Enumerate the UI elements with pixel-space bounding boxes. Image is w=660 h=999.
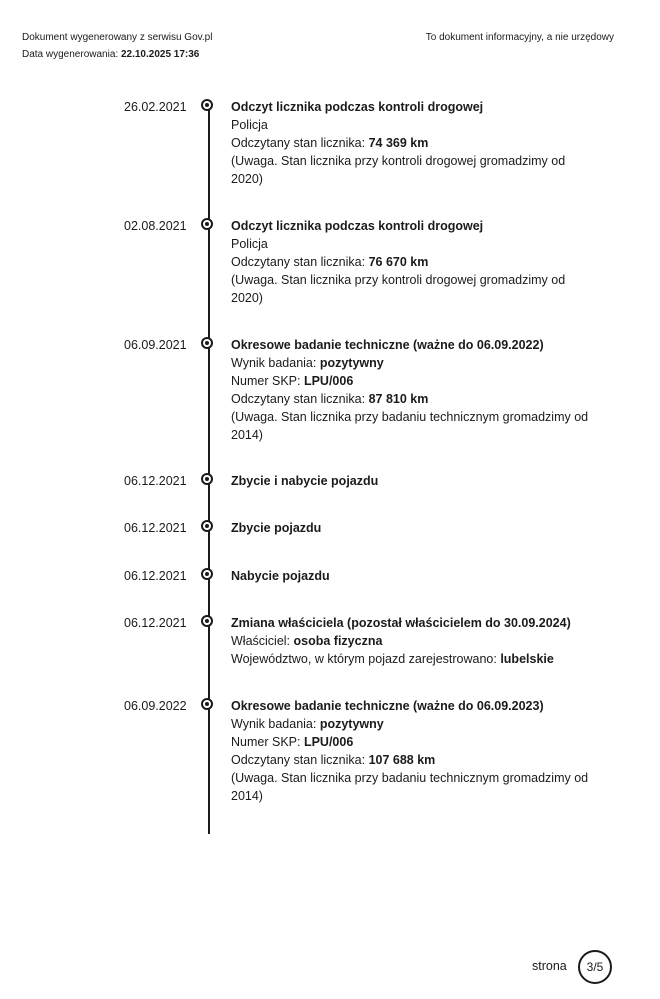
detail-value: 76 670 km (368, 255, 429, 269)
timeline-dot-icon (201, 337, 213, 349)
detail-label: Numer SKP: (231, 735, 304, 749)
entry-detail-line: (Uwaga. Stan licznika przy kontroli drogowej gromadzimy od 2020) (231, 154, 566, 186)
entry-date: 06.09.2022 (124, 699, 187, 713)
detail-value: lubelskie (500, 652, 554, 666)
entry-detail-line: Policja (231, 118, 268, 132)
page-number-badge: 3/5 (578, 950, 612, 984)
entry-detail-line: Policja (231, 237, 268, 251)
entry-detail-line (231, 733, 591, 751)
detail-label: Województwo, w którym pojazd zarejestrowano: (231, 652, 501, 666)
entry-date: 02.08.2021 (124, 219, 187, 233)
detail-label: Wynik badania: (231, 356, 320, 370)
detail-label: Odczytany stan licznika: (231, 136, 369, 150)
entry-date: 06.12.2021 (124, 474, 187, 488)
generated-from-text: Dokument wygenerowany z serwisu Gov.pl (22, 32, 213, 43)
entry-detail-line (231, 134, 591, 152)
timeline-dot-icon (201, 698, 213, 710)
entry-title: Odczyt licznika podczas kontroli drogowej (231, 100, 484, 114)
entry-title: Nabycie pojazdu (231, 569, 330, 583)
entry-title: Zbycie i nabycie pojazdu (231, 474, 379, 488)
entry-content (231, 697, 591, 805)
detail-label: Odczytany stan licznika: (231, 392, 369, 406)
entry-title: Okresowe badanie techniczne (ważne do 06.09.2022) (231, 338, 544, 352)
entry-detail-line: (Uwaga. Stan licznika przy badaniu technicznym gromadzimy od 2014) (231, 771, 589, 803)
detail-value: pozytywny (319, 356, 384, 370)
entry-title: Okresowe badanie techniczne (ważne do 06.09.2023) (231, 699, 544, 713)
entry-detail-line: (Uwaga. Stan licznika przy badaniu technicznym gromadzimy od 2014) (231, 410, 589, 442)
entry-detail-line (231, 354, 591, 372)
entry-detail-line (231, 253, 591, 271)
detail-value: LPU/006 (303, 735, 354, 749)
detail-value: osoba fizyczna (293, 634, 383, 648)
detail-label: Odczytany stan licznika: (231, 753, 369, 767)
entry-content (231, 336, 591, 444)
entry-detail-line (231, 372, 591, 390)
entry-date: 06.12.2021 (124, 569, 187, 583)
entry-detail-line: (Uwaga. Stan licznika przy kontroli drogowej gromadzimy od 2020) (231, 273, 566, 305)
timeline-dot-icon (201, 218, 213, 230)
entry-title: Zmiana właściciela (pozostał właścicielem do 30.09.2024) (231, 616, 571, 630)
entry-title: Zbycie pojazdu (231, 521, 322, 535)
entry-date: 26.02.2021 (124, 100, 187, 114)
entry-content (231, 567, 591, 585)
entry-detail-line (231, 650, 591, 668)
entry-date: 06.09.2021 (124, 338, 187, 352)
entry-date: 06.12.2021 (124, 521, 187, 535)
timeline-dot-icon (201, 473, 213, 485)
detail-label: Odczytany stan licznika: (231, 255, 369, 269)
detail-label: Numer SKP: (231, 374, 304, 388)
timeline-line (208, 104, 210, 834)
detail-value: pozytywny (319, 717, 384, 731)
entry-date: 06.12.2021 (124, 616, 187, 630)
detail-value: LPU/006 (303, 374, 354, 388)
detail-value: 74 369 km (368, 136, 429, 150)
timeline-dot-icon (201, 615, 213, 627)
entry-content (231, 217, 591, 307)
entry-content (231, 519, 591, 537)
entry-title: Odczyt licznika podczas kontroli drogowej (231, 219, 484, 233)
detail-value: 107 688 km (368, 753, 436, 767)
entry-detail-line (231, 390, 591, 408)
entry-content (231, 614, 591, 668)
detail-label: Właściciel: (231, 634, 294, 648)
generation-date (22, 46, 212, 63)
entry-detail-line (231, 751, 591, 769)
timeline-dot-icon (201, 568, 213, 580)
entry-content (231, 472, 591, 490)
timeline-dot-icon (201, 520, 213, 532)
detail-label: Wynik badania: (231, 717, 320, 731)
detail-value: 87 810 km (368, 392, 429, 406)
generation-date-label: Data wygenerowania: (22, 49, 119, 60)
generation-date-value: 22.10.2025 17:36 (120, 49, 200, 60)
entry-detail-line (231, 715, 591, 733)
page-label: strona (532, 959, 567, 973)
timeline-dot-icon (201, 99, 213, 111)
document-header (22, 29, 212, 63)
entry-content (231, 98, 591, 188)
entry-detail-line (231, 632, 591, 650)
disclaimer-text: To dokument informacyjny, a nie urzędowy (425, 32, 614, 43)
